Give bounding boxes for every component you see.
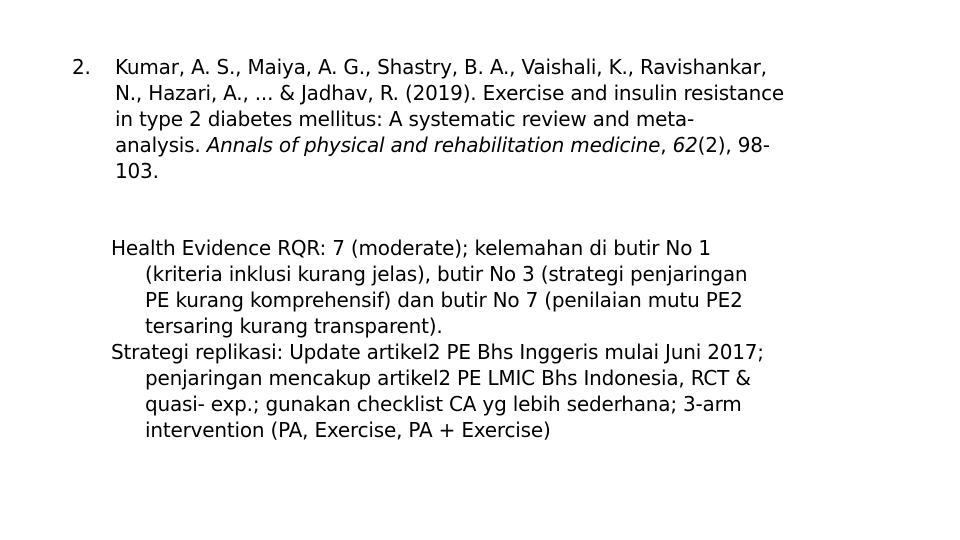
reference-number: 2.: [72, 55, 91, 79]
strategi-line-2: penjaringan mencakup artikel2 PE LMIC Bhs Indonesia, RCT &: [145, 366, 751, 390]
strategi-line-1: Strategi replikasi: Update artikel2 PE Bhs Inggeris mulai Juni 2017;: [111, 340, 764, 364]
reference-line-5: 103.: [115, 159, 159, 183]
health-evidence-paragraph: [111, 235, 891, 339]
reference-line-3: in type 2 diabetes mellitus: A systematic review and meta-: [115, 107, 694, 131]
reference-line-4-suffix: (2), 98-: [697, 133, 770, 157]
strategi-line-3: quasi- exp.; gunakan checklist CA yg lebih sederhana; 3-arm: [145, 392, 742, 416]
health-evidence-line-3: PE kurang komprehensif) dan butir No 7 (penilaian mutu PE2: [145, 288, 743, 312]
reference-line-1: Kumar, A. S., Maiya, A. G., Shastry, B. A., Vaishali, K., Ravishankar,: [115, 55, 767, 79]
reference-line-4-sep: ,: [660, 133, 673, 157]
strategi-paragraph: [111, 339, 891, 443]
reference-journal: Annals of physical and rehabilitation medicine: [206, 133, 661, 157]
notes-block: [111, 235, 891, 443]
health-evidence-line-1: Health Evidence RQR: 7 (moderate); kelemahan di butir No 1: [111, 236, 711, 260]
reference-line-2: N., Hazari, A., ... & Jadhav, R. (2019). Exercise and insulin resistance: [115, 81, 785, 105]
strategi-line-4: intervention (PA, Exercise, PA + Exercise): [145, 418, 551, 442]
reference-entry: [72, 54, 872, 184]
reference-line-4-prefix: analysis.: [115, 133, 207, 157]
reference-citation: [115, 54, 872, 184]
reference-line-4: [115, 132, 872, 158]
reference-volume: 62: [672, 133, 698, 157]
health-evidence-line-4: tersaring kurang transparent).: [145, 314, 443, 338]
health-evidence-line-2: (kriteria inklusi kurang jelas), butir No 3 (strategi penjaringan: [145, 262, 748, 286]
